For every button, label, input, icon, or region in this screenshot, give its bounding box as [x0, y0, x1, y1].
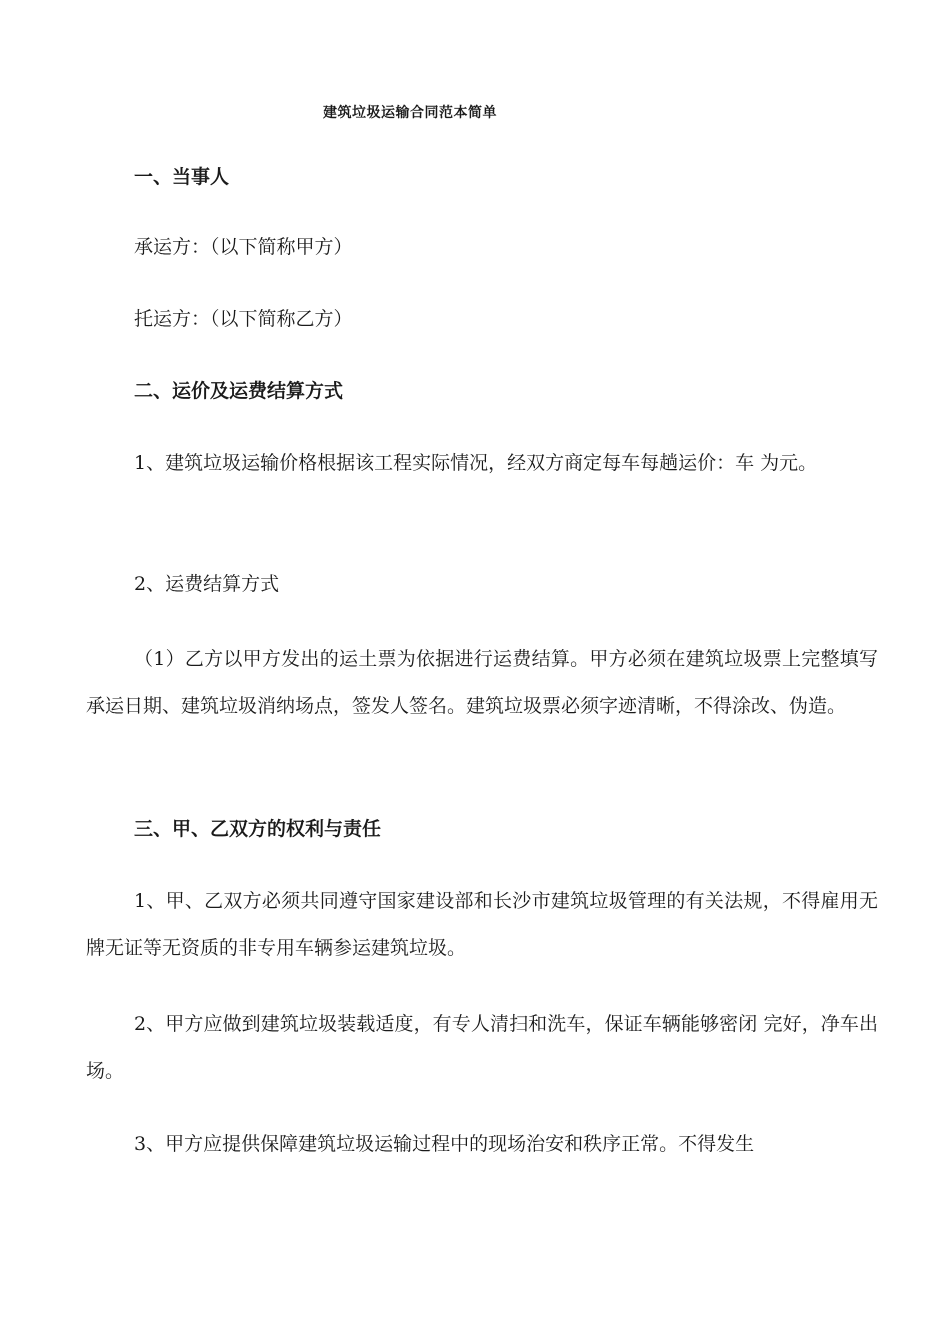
paragraph-price: 1、建筑垃圾运输价格根据该工程实际情况，经双方商定每车每趟运价：车 为元。	[134, 452, 818, 474]
paragraph-rights-1: 1、甲、乙双方必须共同遵守国家建设部和长沙市建筑垃圾管理的有关法规，不得雇用无牌无证等无资质的非专用车辆参运建筑垃圾。	[86, 890, 878, 959]
document-title: 建筑垃圾运输合同范本简单	[323, 105, 497, 121]
paragraph-settlement-detail: （1）乙方以甲方发出的运土票为依据进行运费结算。甲方必须在建筑垃圾票上完整填写承运日期、建筑垃圾消纳场点，签发人签名。建筑垃圾票必须字迹清晰，不得涂改、伪造。	[86, 648, 878, 717]
paragraph-rights-3: 3、甲方应提供保障建筑垃圾运输过程中的现场治安和秩序正常。不得发生	[134, 1133, 755, 1155]
section-heading-pricing: 二、运价及运费结算方式	[134, 380, 344, 402]
section-heading-rights: 三、甲、乙双方的权利与责任	[134, 818, 382, 840]
paragraph-carrier: 承运方：（以下简称甲方）	[134, 236, 353, 258]
section-heading-parties: 一、当事人	[134, 166, 230, 188]
paragraph-rights-2: 2、甲方应做到建筑垃圾装载适度，有专人清扫和洗车，保证车辆能够密闭 完好，净车出场。	[86, 1013, 878, 1082]
paragraph-shipper: 托运方：（以下简称乙方）	[134, 308, 353, 330]
paragraph-settlement-method: 2、运费结算方式	[134, 573, 280, 595]
